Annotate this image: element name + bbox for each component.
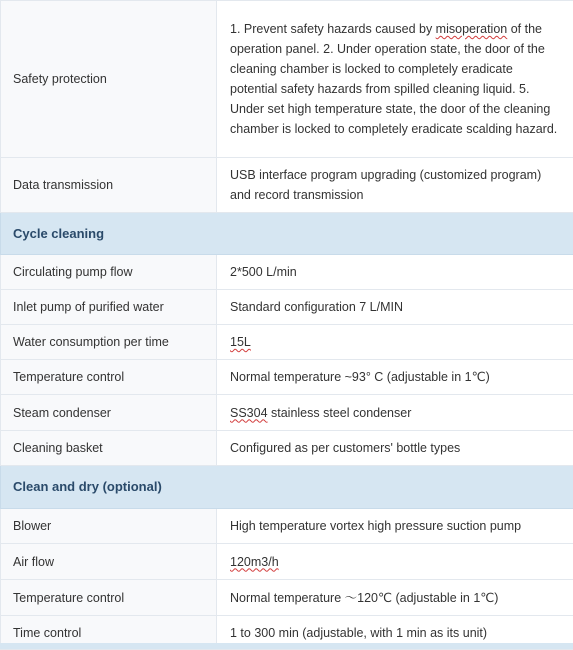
row-label: Time control	[1, 616, 217, 650]
row-label: Inlet pump of purified water	[1, 290, 217, 325]
row-blower	[1, 509, 573, 544]
row-value	[217, 544, 573, 580]
row-inlet-pump	[1, 290, 573, 325]
value-text: of the operation panel. 2. Under operation state, the door of the cleaning chamber is locked to completely eradicate potential safety hazards from spilled cleaning liquid. 5. Under set high temperature state, the door of the cleaning chamber is locked to completely eradicate scalding hazard.	[230, 22, 557, 136]
row-value	[217, 325, 573, 360]
row-water-consumption	[1, 325, 573, 360]
misspelled-word: SS304	[230, 406, 268, 420]
row-value: USB interface program upgrading (customized program) and record transmission	[217, 158, 573, 213]
row-steam-condenser	[1, 395, 573, 431]
misspelled-word: 15L	[230, 335, 251, 349]
row-value: Normal temperature ~93° C (adjustable in 1℃)	[217, 360, 573, 395]
row-label: Steam condenser	[1, 395, 217, 431]
row-temperature-control-dry	[1, 580, 573, 616]
row-safety-protection	[1, 1, 573, 158]
value-text: stainless steel condenser	[268, 406, 412, 420]
row-label: Circulating pump flow	[1, 255, 217, 290]
row-label: Water consumption per time	[1, 325, 217, 360]
row-label: Cleaning basket	[1, 431, 217, 466]
row-label: Temperature control	[1, 580, 217, 616]
row-air-flow	[1, 544, 573, 580]
row-value: Configured as per customers' bottle types	[217, 431, 573, 466]
section-title: Clean and dry (optional)	[1, 466, 573, 509]
row-label: Safety protection	[1, 1, 217, 158]
row-label: Data transmission	[1, 158, 217, 213]
row-value: High temperature vortex high pressure suction pump	[217, 509, 573, 544]
misspelled-word: misoperation	[436, 22, 508, 36]
section-header-clean-and-dry	[1, 466, 573, 509]
row-temperature-control-cycle	[1, 360, 573, 395]
section-header-cycle-cleaning	[1, 213, 573, 255]
row-label: Air flow	[1, 544, 217, 580]
row-value: 1 to 300 min (adjustable, with 1 min as its unit)	[217, 616, 573, 650]
table-bottom-edge	[0, 643, 573, 649]
row-value: Normal temperature ～120℃ (adjustable in 1℃)	[217, 580, 573, 616]
row-circulating-pump-flow	[1, 255, 573, 290]
row-label: Temperature control	[1, 360, 217, 395]
row-value	[217, 395, 573, 431]
misspelled-word: 120m3/h	[230, 555, 279, 569]
row-data-transmission	[1, 158, 573, 213]
row-value: Standard configuration 7 L/MIN	[217, 290, 573, 325]
section-title: Cycle cleaning	[1, 213, 573, 255]
row-cleaning-basket	[1, 431, 573, 466]
row-label: Blower	[1, 509, 217, 544]
row-value	[217, 1, 573, 158]
row-value: 2*500 L/min	[217, 255, 573, 290]
value-text: 1. Prevent safety hazards caused by	[230, 22, 436, 36]
